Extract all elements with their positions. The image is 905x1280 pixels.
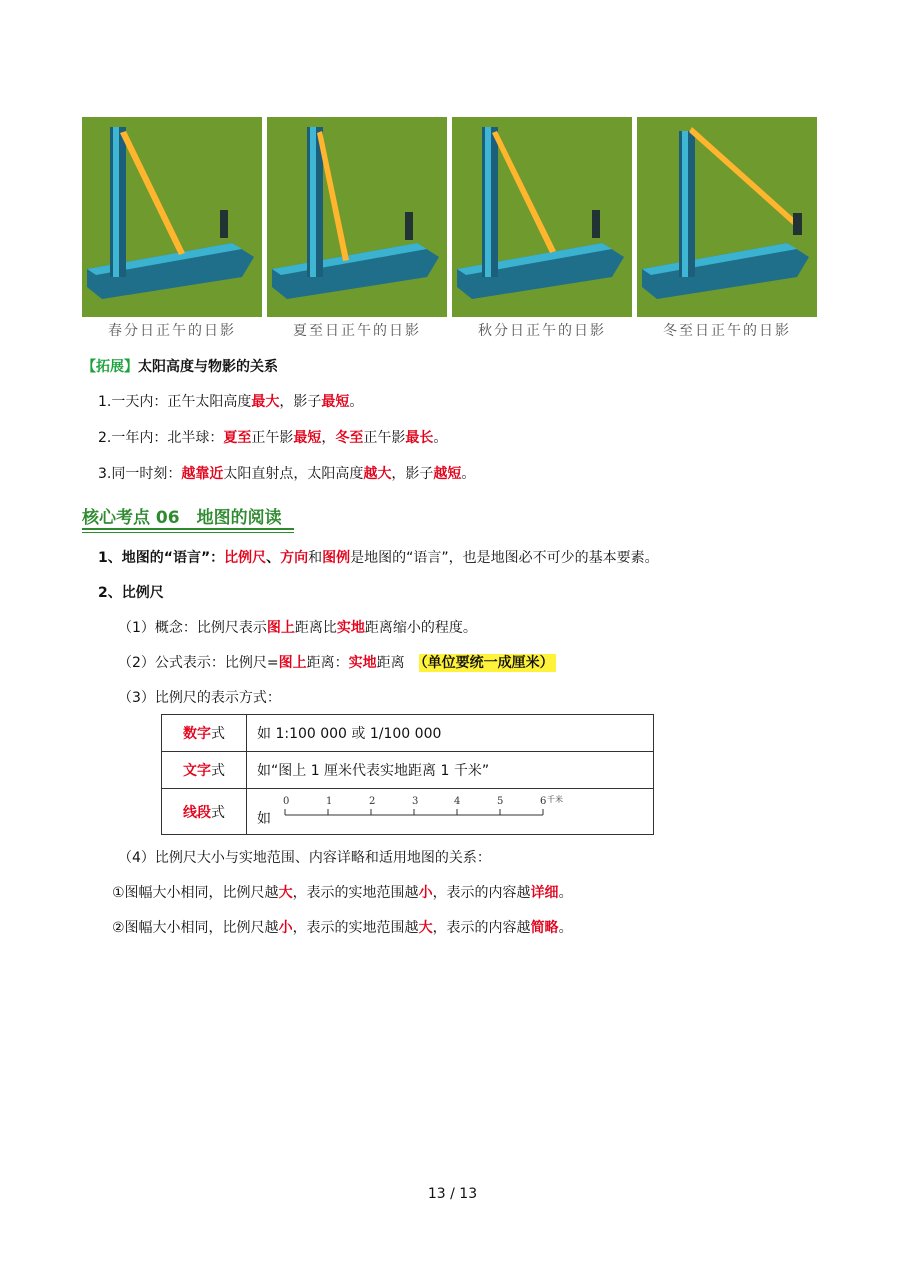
paragraph-scale-relation: （4）比例尺大小与实地范围、内容详略和适用地图的关系：	[118, 850, 491, 866]
text: 是地图的“语言”，也是地图必不可少的基本要素。	[350, 550, 659, 566]
photo-winter-solstice	[637, 117, 817, 317]
text: 。	[558, 920, 573, 936]
emphasis: 大	[418, 920, 433, 936]
scale-bar	[281, 793, 581, 827]
emphasis: 冬至	[335, 430, 364, 446]
expand-title: 太阳高度与物影的关系	[138, 359, 278, 375]
paragraph-map-language	[98, 547, 659, 567]
text: 式	[211, 726, 225, 742]
photo-autumn-equinox	[452, 117, 632, 317]
emphasis: 越大	[363, 466, 392, 482]
emphasis: 最短	[321, 394, 350, 410]
text: 和	[308, 550, 323, 566]
section-title: 核心考点 06 地图的阅读	[82, 508, 282, 528]
scale-tick-label: 5	[497, 796, 504, 807]
photo-captions	[82, 320, 822, 340]
scale-tick-label: 3	[412, 796, 419, 807]
table-row	[162, 752, 654, 789]
text: 、	[266, 550, 281, 566]
sundial-autumn-illustration	[452, 117, 632, 317]
emphasis: 实地	[336, 620, 365, 636]
paragraph-relation-2	[112, 917, 573, 937]
text: （1）概念：比例尺表示	[118, 620, 267, 636]
emphasis: 大	[278, 885, 293, 901]
text: 太阳直射点，太阳高度	[223, 466, 364, 482]
table-key-cell	[162, 752, 247, 789]
text: ，表示的内容越	[432, 885, 531, 901]
text: 。	[433, 430, 448, 446]
text: 式	[211, 763, 225, 779]
emphasis: 小	[278, 920, 293, 936]
emphasis: 简略	[530, 920, 559, 936]
text: ，表示的实地范围越	[292, 885, 419, 901]
emphasis: 小	[418, 885, 433, 901]
expand-line-3	[98, 463, 475, 483]
emphasis: 图上	[278, 655, 307, 671]
scale-tick-label: 6	[540, 796, 547, 807]
table-row	[162, 789, 654, 835]
text: 。	[349, 394, 364, 410]
caption-winter: 冬至日正午的日影	[663, 323, 791, 339]
scale-forms-table	[161, 714, 654, 835]
text: ①图幅大小相同，比例尺越	[112, 885, 279, 901]
scale-tick-label: 0	[283, 796, 290, 807]
text: （2）公式表示：比例尺=	[118, 655, 279, 671]
text: 。	[558, 885, 573, 901]
table-value-cell: 如“图上 1 厘米代表实地距离 1 千米”	[247, 752, 654, 789]
text: 正午影	[251, 430, 294, 446]
table-key-cell	[162, 789, 247, 835]
emphasis: 越短	[433, 466, 462, 482]
expand-line-2	[98, 427, 447, 447]
emphasis: 最大	[251, 394, 280, 410]
table-value-cell	[247, 789, 654, 835]
sundial-winter-illustration	[637, 117, 817, 317]
sundial-summer-illustration	[267, 117, 447, 317]
table-row	[162, 715, 654, 752]
emphasis: 最短	[293, 430, 322, 446]
highlight-note: （单位要统一成厘米）	[420, 655, 554, 671]
emphasis: 越靠近	[181, 466, 224, 482]
photo-summer-solstice	[267, 117, 447, 317]
text: ，影子	[279, 394, 322, 410]
section-underline	[82, 528, 294, 530]
caption-summer: 夏至日正午的日影	[293, 323, 421, 339]
paragraph-scale-heading: 2、比例尺	[98, 585, 164, 601]
text: ，表示的内容越	[432, 920, 531, 936]
page-number: 13 / 13	[427, 1186, 478, 1202]
text: ②图幅大小相同，比例尺越	[112, 920, 279, 936]
text: 距离缩小的程度。	[364, 620, 477, 636]
text: 1.一天内：正午太阳高度	[98, 394, 252, 410]
text: ，	[321, 430, 336, 446]
text: 。	[461, 466, 476, 482]
emphasis: 方向	[280, 550, 309, 566]
sundial-spring-illustration	[82, 117, 262, 317]
text: 3.同一时刻：	[98, 466, 182, 482]
emphasis: 线段	[183, 804, 211, 821]
text: 1、地图的“语言”：	[98, 550, 225, 566]
emphasis: 夏至	[223, 430, 252, 446]
scale-tick-label: 4	[454, 796, 461, 807]
emphasis: 详细	[530, 885, 559, 901]
text: ，影子	[391, 466, 434, 482]
emphasis: 图上	[266, 620, 295, 636]
section-underline-thin	[82, 532, 294, 533]
emphasis: 文字	[183, 763, 211, 779]
text: 式	[211, 804, 225, 821]
text: 2.一年内：北半球：	[98, 430, 224, 446]
emphasis: 比例尺	[224, 550, 267, 566]
emphasis: 数字	[183, 726, 211, 742]
scale-tick-label: 1	[326, 796, 333, 807]
emphasis: 最长	[405, 430, 434, 446]
caption-spring: 春分日正午的日影	[108, 323, 236, 339]
text: 如	[257, 810, 271, 827]
photo-spring-equinox	[82, 117, 262, 317]
text: 距离：	[306, 655, 349, 671]
caption-autumn: 秋分日正午的日影	[478, 323, 606, 339]
text: 距离	[376, 655, 419, 671]
paragraph-scale-forms: （3）比例尺的表示方式：	[118, 690, 281, 706]
expand-heading	[82, 356, 278, 376]
paragraph-relation-1	[112, 882, 573, 902]
sundial-photos	[82, 117, 822, 317]
table-value-cell: 如 1:100 000 或 1/100 000	[247, 715, 654, 752]
paragraph-scale-formula	[118, 652, 556, 672]
emphasis: 实地	[348, 655, 377, 671]
table-key-cell	[162, 715, 247, 752]
text: 距离比	[294, 620, 337, 636]
expand-bracket: 【拓展】	[82, 359, 138, 375]
emphasis: 图例	[322, 550, 351, 566]
text: 正午影	[363, 430, 406, 446]
expand-line-1	[98, 391, 363, 411]
paragraph-scale-concept	[118, 617, 477, 637]
text: ，表示的实地范围越	[292, 920, 419, 936]
scale-unit: 千米	[547, 795, 563, 804]
scale-tick-label: 2	[369, 796, 376, 807]
